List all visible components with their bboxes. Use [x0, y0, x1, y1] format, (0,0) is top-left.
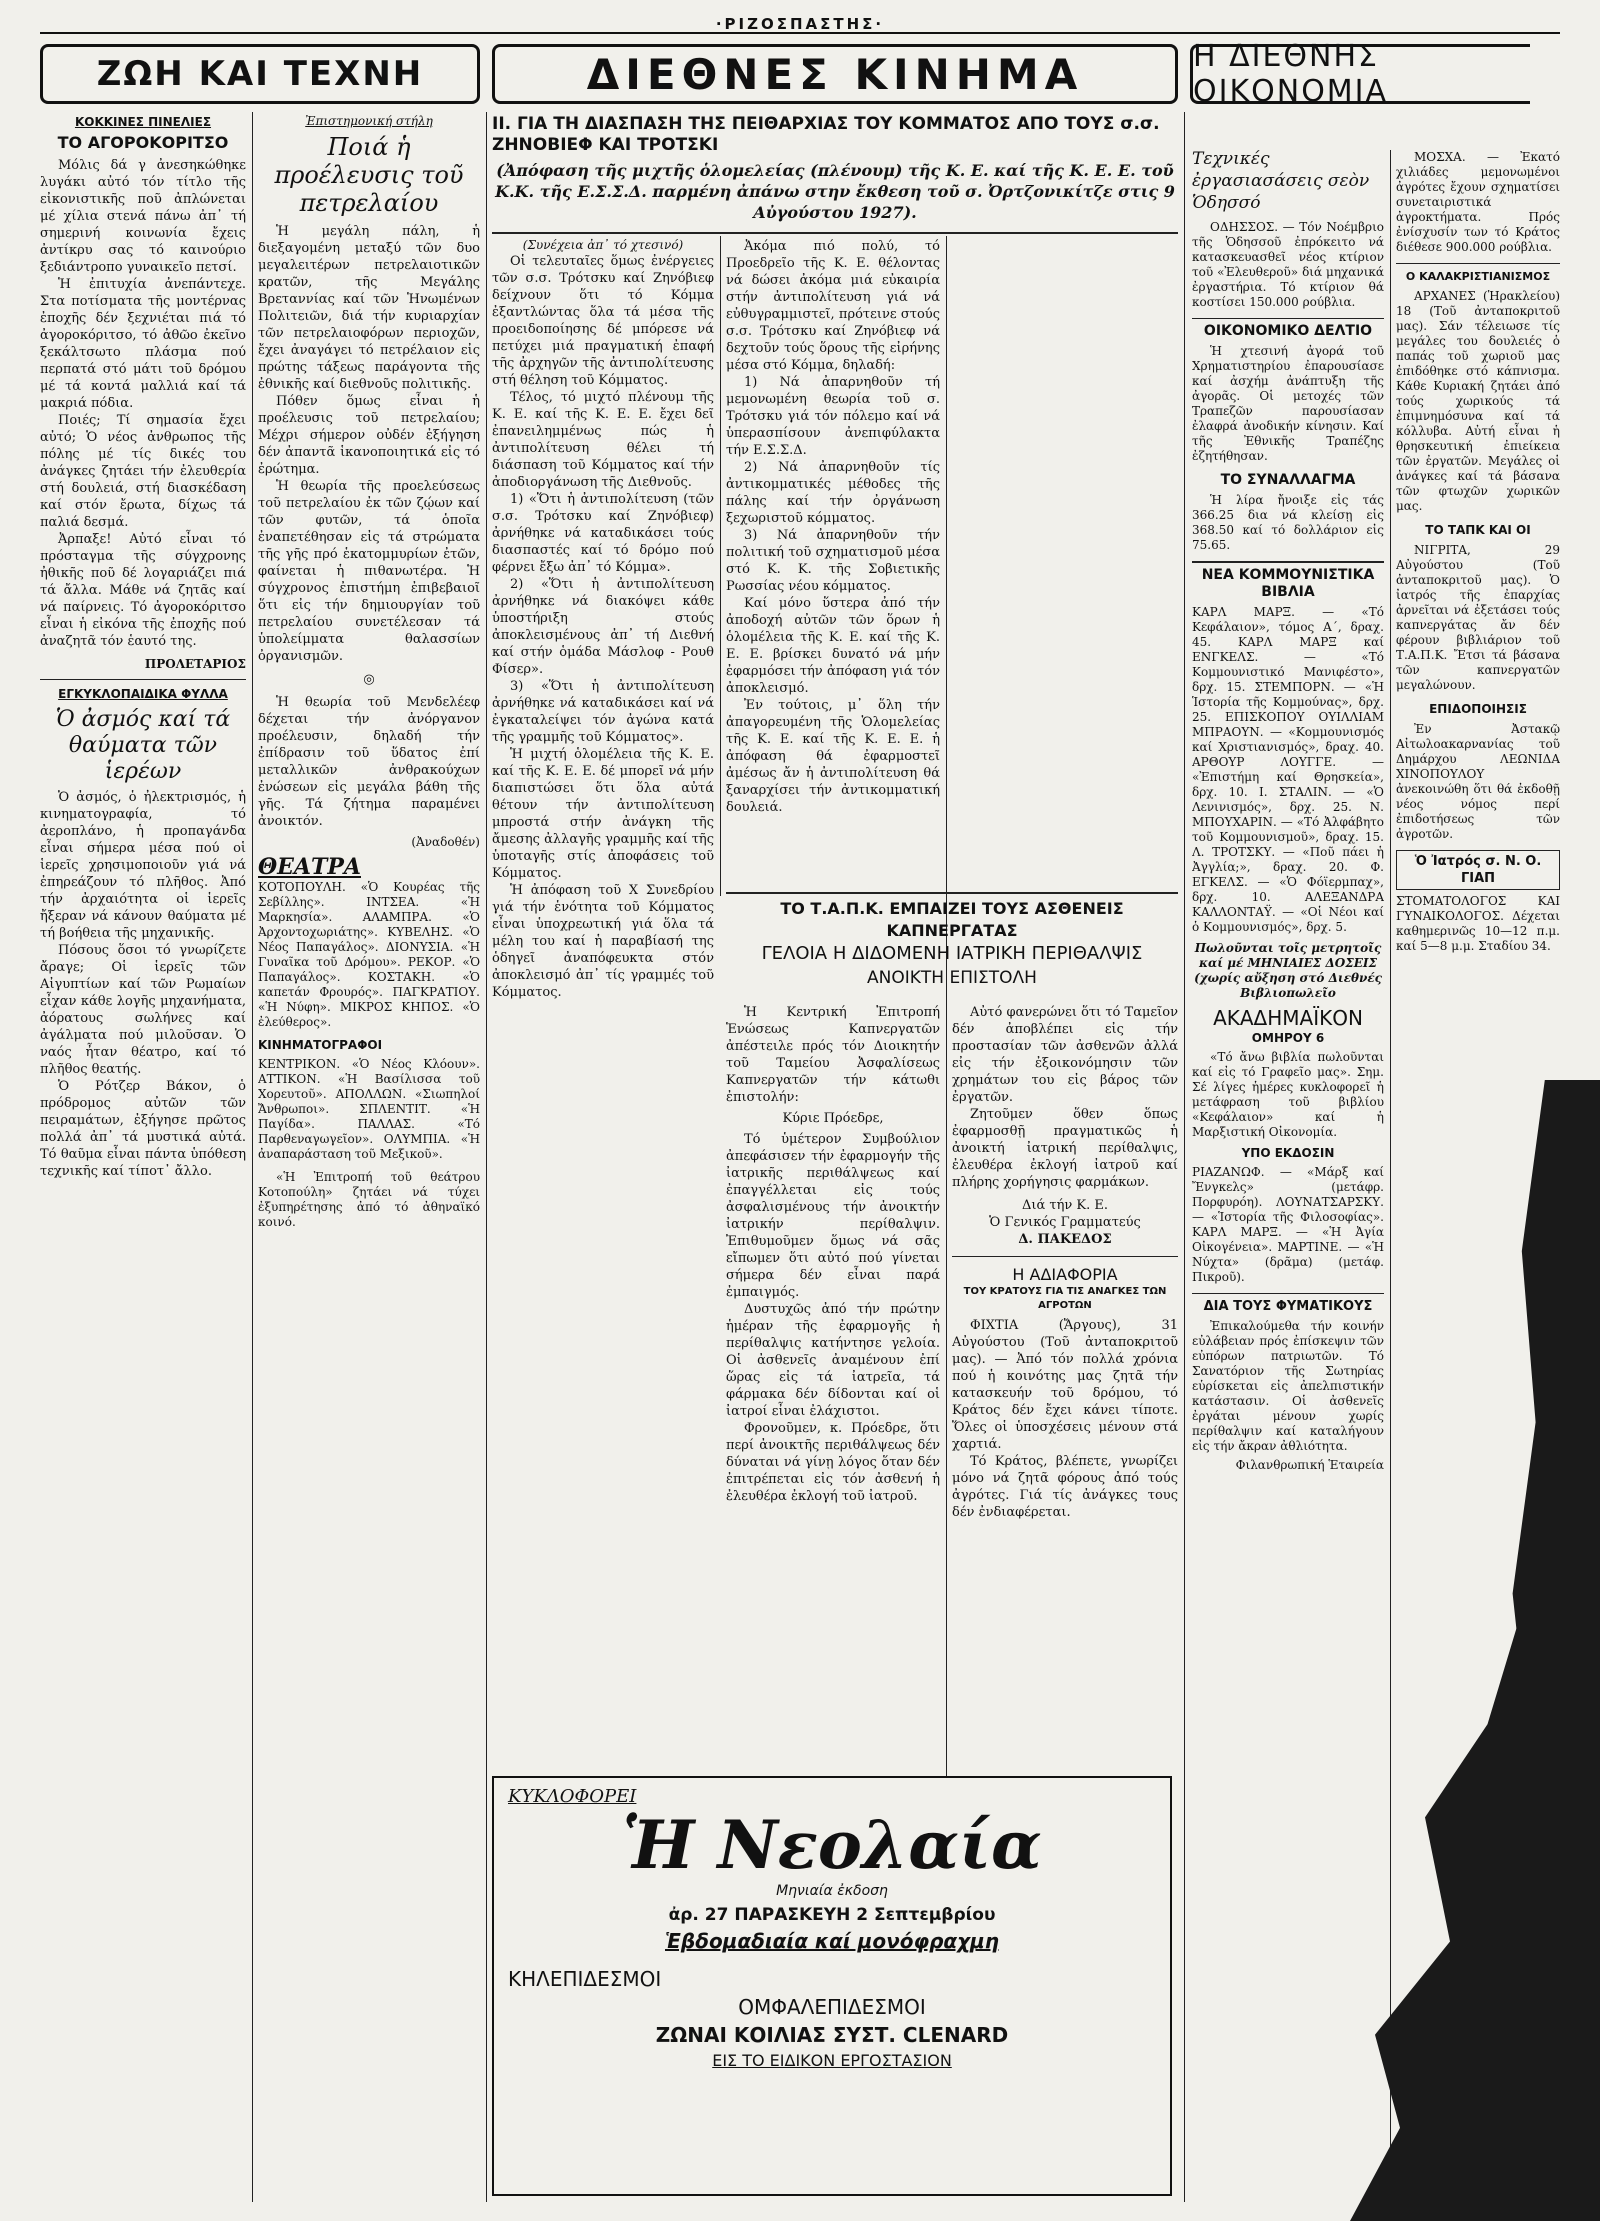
section-heading: ΕΠΙΔΟΠΟΙΗΣΙΣ — [1429, 702, 1527, 716]
masthead-title: ·ΡΙΖΟΣΠΑΣΤΗΣ· — [715, 15, 885, 33]
article-paragraph: ΑΡΧΑΝΕΣ (Ἡρακλείου) 18 (Τοῦ ἀνταποκριτοῦ μας). Σάν τέλειωσε τίς μεγάλες του δουλειές ὁ παπάς τοῦ χωριοῦ μας ἐπιδόθηκε στό κάπνισμα. Κάθε Κυριακή ζητάει ἀπό τούς χωρικούς τά ἐπιμνημόσυνα καί τά κόλλυβα. Αὐτή εἶναι ἡ θρησκευτική ἐπιείκεια τῶν ἐργατῶν. Μεγάλες οἱ ἀνάγκες καί τά βάσανα τῶν φτωχῶν χωρικῶν μας. — [1396, 289, 1560, 513]
section-heading: ΤΟ ΣΥΝΑΛΛΑΓΜΑ — [1220, 472, 1356, 488]
article-paragraph: Αὐτό φανερώνει ὅτι τό Ταμεῖον δέν ἀποβλέπει εἰς τήν προστασίαν τῶν ἀσθενῶν ἀλλά εἰς τήν ἐξοικονόμησιν τῶν χρημάτων του εἰς βάρος τῶν ἐργατῶν. — [952, 1005, 1178, 1105]
intl-headline-block — [492, 114, 1178, 232]
ad-line: ΟΜΦΑΛΕΠΙΔΕΣΜΟΙ — [738, 1995, 926, 2019]
article-paragraph: Ἡ χτεσινή ἀγορά τοῦ Χρηματιστηρίου ἐπαρουσίασε καί ἀσχήμ ἀνάπτυξη τῆς ἀγορᾶς. Οἱ μετοχές τῶν Τραπεζῶν παρουσίασαν ἐλαφρά ἀνοδικήν κίνησιν. Καί τῆς Ἐθνικῆς Τραπέζης ἐζητήθησαν. — [1192, 344, 1384, 463]
article-paragraph: Ἐν Ἀστακῷ Αἰτωλοακαρνανίας τοῦ Δημάρχου ΛΕΩΝΙΔΑ ΧΙΝΟΠΟΥΛΟΥ ἀνεκοινώθη ὅτι θά ἐκδοθῇ νέος νόμος περί ἐπιδοτήσεως τῶν ἀγροτῶν. — [1396, 722, 1560, 841]
column-rule — [486, 112, 487, 2202]
ad-line: ἀρ. 27 ΠΑΡΑΣΚΕΥΗ 2 Σεπτεμβρίου — [668, 1905, 996, 1925]
article-paragraph: Μόλις δά γ ἀνεσηκώθηκε λυγάκι αὐτό τόν τίτλο τῆς εἰκονιστικῆς ποῦ ἀπλώνεται μέ χίλια στενά πάνω ἀπ᾿ τή σημερινή κοινωνία ἔχεις ἀντίκρυ σας τό καινούριο ξεδιάντροπο γυναικεῖο πετσί. — [40, 158, 246, 275]
article-kicker: ΚΟΚΚΙΝΕΣ ΠΙΝΕΛΙΕΣ — [74, 115, 212, 129]
theatre-heading: ΘΕΑΤΡΑ — [258, 854, 361, 880]
article-paragraph: Ἡ Κεντρική Ἐπιτροπή Ἑνώσεως Καπνεργατῶν ἀπέστειλε πρός τόν Διοικητήν τοῦ Ταμείου Ἀσφαλίσεως Καπνεργατῶν τήν κάτωθι ἐπιστολήν: — [726, 1005, 940, 1105]
tapk-letter-label: ΑΝΟΙΚΤΗ ΕΠΙΣΤΟΛΗ — [867, 968, 1037, 988]
column-rule — [720, 236, 721, 896]
article-signature: ΠΡΟΛΕΤΑΡΙΟΣ — [144, 657, 246, 671]
ad-line: Ἑβδομαδιαία καί μονόφραχμη — [665, 1929, 999, 1953]
letter-signature-2: Ὁ Γενικός Γραμματεύς — [989, 1215, 1141, 1230]
separator-icon: ◎ — [363, 672, 375, 687]
intl-deck: (Ἀπόφαση τῆς μιχτῆς ὁλομελείας (πλένουμ) τῆς Κ. Ε. καί τῆς Κ. Ε. Ε. τοῦ Κ.Κ. τῆς Ε.Σ.Σ.Δ. παρμένη ἀπάνω στην ἔκθεση τοῦ σ. Ὀρτζονικίτζε στις 9 Αὐγούστου 1927). — [495, 161, 1175, 222]
article-paragraph: Ὁ Ρότζερ Βάκον, ὁ πρόδρομος αὐτῶν τῶν πειραμάτων, ἐξήγησε πρῶτος πολλά ἀπ᾿ τά μυστικά αὐτά. Τό θαῦμα εἶναι πάντα ὑπόθεση τεχνικῆς καί τίποτ᾿ ἄλλο. — [40, 1079, 246, 1179]
article-paragraph: Ἀρπαξε! Αὐτό εἶναι τό πρόσταγμα τῆς σύγχρονης ἠθικῆς ποῦ δέ λογαριάζει πιά τά ἄλλα. Μάθε νά ζητᾶς καί νά παίρνεις. Τό ἀγοροκόριτσο εἶναι ἡ εἰκόνα τῆς ἐποχῆς πού ἀναζητᾶ τόν ἑαυτό της. — [40, 532, 246, 649]
masthead — [40, 14, 1560, 34]
article-paragraph: ΜΟΣΧΑ. — Ἐκατό χιλιάδες μεμονωμένοι ἀγρότες ἔχουν σχηματίσει συνεταιριστικά ἀγροκτήματα. Πρός ἐνίσχυσίν των τό Κράτος διέθεσε 900.000 ρούβλια. — [1396, 150, 1560, 254]
ad-title: Ἡ Νεολαία — [622, 1806, 1042, 1884]
article-paragraph: Ἐπικαλούμεθα τήν κοινήν εὐλάβειαν πρός ἐπίσκεψιν τῶν εὐπόρων πατριωτῶν. Τό Σανατόριον τῆς Σωτηρίας εὑρίσκεται εἰς ἀπελπιστικήν κατάστασιν. Οἱ ἀσθενεῖς ἐργάται μένουν χωρίς περίθαλψιν καί καταλήγουν εἰς τήν ἄκραν ἀθλιότητα. — [1192, 1319, 1384, 1453]
bookshop-address: ΟΜΗΡΟΥ 6 — [1251, 1031, 1325, 1045]
section-arts-title: ΖΩΗ ΚΑΙ ΤΕΧΝΗ — [96, 54, 424, 94]
intl-headline: II. ΓΙΑ ΤΗ ΔΙΑΣΠΑΣΗ ΤΗΣ ΠΕΙΘΑΡΧΙΑΣ ΤΟΥ ΚΟΜΜΑΤΟΣ ΑΠΟ ΤΟΥΣ σ.σ. ΖΗΝΟΒΙΕΦ ΚΑΙ ΤΡΟΤΣΚΙ — [492, 114, 1160, 155]
article-paragraph: ΦΙΧΤΙΑ (Ἄργους), 31 Αὐγούστου (Τοῦ ἀνταποκριτοῦ μας). — Ἀπό τόν πολλά χρόνια πού ἡ κοινότης μας ζητᾶ τήν κατασκευήν τοῦ δρόμου, τό Κράτος δέν ἔχει κάνει τίποτε. Ὅλες οἱ ὑποσχέσεις μένουν στά χαρτιά. — [952, 1318, 1178, 1452]
ad-line: ΕΙΣ ΤΟ ΕΙΔΙΚΟΝ ΕΡΓΟΣΤΑΣΙΟΝ — [712, 2051, 952, 2070]
article-paragraph: ΟΔΗΣΣΟΣ. — Τόν Νοέμβριο τῆς Ὁδησσοῦ ἐπρόκειτο νά κατασκευασθεῖ νέος κτίριον τοῦ «Ἐλευθεροῦ» διά μηχανικά ἐργαστήρια. Τό κτίριον θά κοστίσει 150.000 ρούβλια. — [1192, 220, 1384, 309]
article-paragraph: Ὁ ἀσμός, ὁ ἠλεκτρισμός, ἡ κινηματογραφία, τό ἀεροπλάνο, ἡ προπαγάνδα εἶναι σήμερα μέσα πού οἱ ἱερεῖς χρησιμοποιοῦν γιά νά ἐπηρεάζουν τό πλῆθος. Ἀπό τήν ἀρχαιότητα οἱ ἱερεῖς ἤξεραν νά κάνουν θαύματα μέ τή βοήθεια τῆς μηχανικῆς. — [40, 790, 246, 941]
article-paragraph: Πόσους ὅσοι τό γνωρίζετε ἄραγε; Οἱ ἱερεῖς τῶν Αἰγυπτίων καί τῶν Ρωμαίων εἶχαν κάθε λογῆς μηχανήματα, ἀόρατους σωλήνες καί ἀγάλματα πού μιλοῦσαν. Ὁ ναός ἦταν θέατρο, καί τό πλῆθος θεατής. — [40, 943, 246, 1077]
article-kicker: ΕΓΚΥΚΛΟΠΑΙΔΙΚΑ ΦΥΛΛΑ — [58, 687, 228, 701]
article-paragraph: Φρονοῦμεν, κ. Πρόεδρε, ὅτι περί ἀνοικτῆς περιθάλψεως δέν δύναται νά γίνῃ λόγος ὅταν δέν ἐπιτρέπεται εἰς τόν ἀσθενή ἡ ἐλευθέρα ἐκλογή τοῦ ἰατροῦ. — [726, 1421, 940, 1504]
section-economy-header — [1190, 39, 1530, 109]
article-source: (Ἀναδοθέν) — [411, 835, 480, 849]
article-paragraph: Ἡ μιχτή ὁλομέλεια τῆς Κ. Ε. καί τῆς Κ. Ε. Ε. δέ μπορεῖ νά μήν διαπιστώσει ὅτι ὅλα αὐτά θέτουν τήν ἀντιπολίτευση μπροστά στήν ἀνάγκη τῆς ἄμεσης ἀλλαγῆς γραμμῆς καί τῆς ὑποταγῆς στίς ἀποφάσεις τοῦ Κόμματος. — [492, 747, 714, 881]
section-economy-title: Η ΔΙΕΘΝΗΣ ΟΙΚΟΝΟΜΙΑ — [1193, 39, 1389, 109]
letter-signature-1: Διά τήν Κ. Ε. — [1021, 1198, 1108, 1213]
column-rule — [1184, 112, 1185, 2202]
tapk-headline: ΤΟ Τ.Α.Π.Κ. ΕΜΠΑΙΖΕΙ ΤΟΥΣ ΑΣΘΕΝΕΙΣ ΚΑΠΝΕΡΓΑΤΑΣ — [780, 899, 1124, 940]
divider — [726, 892, 1178, 894]
column-rule — [1390, 150, 1391, 2200]
article-paragraph: 1) «Ὅτι ἡ ἀντιπολίτευση (τῶν σ.σ. Τρότσκυ καί Ζηνόβιεφ) ἀρνήθηκε νά καταδικάσει τούς διασπαστές καί τό δρόμο πού φέρνει ἔξω ἀπ᾿ τό Κόμμα». — [492, 492, 714, 575]
section-intl-header — [492, 44, 1178, 104]
article-paragraph: Ἡ ἐπιτυχία ἀνεπάντεχε. Στα ποτίσματα τῆς μοντέρνας ἐποχῆς δέν ξεχνιέται πιά τό ἀγοροκόριτσο, τό ἀθῶο ἐκεῖνο ξεκάλτσωτο πλάσμα πού περπατά στό μάτι τοῦ δρόμου μέ τά κοντά μαλλιά καί τά μακριά πόδια. — [40, 277, 246, 411]
article-paragraph: Ἀκόμα πιό πολύ, τό Προεδρεῖο τῆς Κ. Ε. θέλοντας νά δώσει ἀκόμα μιά εὐκαιρία στήν ἀντιπολίτευση γιά νά εὐθυγραμμιστεῖ, πρότεινε στούς σ.σ. Τρότσκυ καί Ζηνόβιεφ νά δεχτοῦν τούς ὅρους τῆς εἰρήνης μέσα στό Κόμμα, δηλαδή: — [726, 239, 940, 373]
article-paragraph: 2) Νά ἀπαρνηθοῦν τίς ἀντικομματικές μέθοδες τῆς πάλης καί τήν ὀργάνωση ξεχωριστοῦ κόμματος. — [726, 460, 940, 526]
column-rule — [946, 236, 947, 1776]
section-heading: Ο ΚΑΛΑΚΡΙΣΤΙΑΝΙΣΜΟΣ — [1396, 263, 1560, 285]
column-tapk-1 — [726, 1004, 940, 1770]
bookshop-name: ΑΚΑΔΗΜΑΪΚΟΝ — [1213, 1006, 1363, 1030]
article-paragraph: 3) «Ὅτι ἡ ἀντιπολίτευση ἀρνήθηκε νά καταδικάσει καί νά ἐγκαταλείψει τόν ἀγώνα κατά τῆς γραμμῆς τοῦ Κόμματος». — [492, 679, 714, 745]
theatre-listings: ΚΟΤΟΠΟΥΛΗ. «Ὁ Κουρέας τῆς Σεβίλλης». ΙΝΤΣΕΑ. «Ἡ Μαρκησία». ΑΛΑΜΠΡΑ. «Ὁ Ἀρχοντοχωριάτης». ΚΥΒΕΛΗΣ. «Ὁ Νέος Παπαγάλος». ΔΙΟΝΥΣΙΑ. «Ἡ Γυναῖκα τοῦ Δρόμου». ΡΕΚΟΡ. «Ὁ Παπαγάλος». ΚΟΣΤΑΚΗ. «Ὁ καπετάν Φρουρός». ΠΑΓΚΡΑΤΙΟΥ. «Ἡ Νύφη». ΜΙΚΡΟΣ ΚΗΠΟΣ. «Ὁ ἐλεύθερος». — [258, 880, 480, 1029]
section-heading: Ὁ Ἰατρός σ. Ν. Ο. ΓΙΑΠ — [1396, 850, 1560, 890]
article-paragraph: ΡΙΑΖΑΝΩΦ. — «Μάρξ καί Ἔνγκελς» (μετάφρ. Πορφυρόη). ΛΟΥΝΑΤΣΑΡΣΚΥ. — «Ἱστορία τῆς Φιλοσοφίας». ΚΑΡΛ ΜΑΡΞ. — «Ἡ Ἀγία Οἰκογένεια». ΜΑΡΤΙΝΕ. — «Ἡ Νύχτα» (δρᾶμα) (μετάφ. Πικροῦ). — [1192, 1165, 1384, 1284]
article-paragraph: Ἡ ἀπόφαση τοῦ Χ Συνεδρίου γιά τήν ἑνότητα τοῦ Κόμματος εἶναι ὑποχρεωτική γιά ὅλα τά μέλη του καί ἡ παραβίασή της ὁδηγεῖ ἀναπόφευκτα στόν ἀποκλεισμό ἀπ᾿ τίς γραμμές τοῦ Κόμματος. — [492, 883, 714, 1000]
ad-line: ΖΩΝΑΙ ΚΟΙΛΙΑΣ ΣΥΣΤ. CLENARD — [655, 2023, 1009, 2047]
article-paragraph: Ἐν τούτοις, μ᾿ ὅλη τήν ἀπαγορευμένη τῆς Ὁλομελείας τῆς Κ. Ε. καί τῆς Κ. Ε. Ε. ἡ ἀπόφαση θά ἐφαρμοστεῖ ἀμέσως ἄν ἡ ἀντιπολίτευση θά ξαναρχίσει τήν ἀντικομματική δουλειά. — [726, 698, 940, 815]
section-heading: ΔΙΑ ΤΟΥΣ ΦΥΜΑΤΙΚΟΥΣ — [1192, 1293, 1384, 1315]
cinema-heading: ΚΙΝΗΜΑΤΟΓΡΑΦΟΙ — [258, 1038, 383, 1052]
article-paragraph: Ποιές; Τί σημασία ἔχει αὐτό; Ὁ νέος ἀνθρωπος τῆς πόλης μέ τίς δικές του ἀνάγκες ζητάει τήν ἐλευθερία στή δουλειά, στή διασκέδαση καί στόν ἔρωτα, δίχως τά παλιά δεσμά. — [40, 413, 246, 530]
letter-signature-name: Δ. ΠΑΚΕΔΟΣ — [1018, 1232, 1112, 1247]
tapk-subheadline: ΓΕΛΟΙΑ Η ΔΙΔΟΜΕΝΗ ΙΑΤΡΙΚΗ ΠΕΡΙΘΑΛΨΙΣ — [761, 943, 1143, 964]
divider — [40, 679, 246, 680]
article-kicker: Ἐπιστημονική στήλη — [305, 114, 433, 128]
newspaper-advertisement — [492, 1776, 1172, 2196]
article-paragraph: ΝΙΓΡΙΤΑ, 29 Αὐγούστου (Τοῦ ἀνταποκριτοῦ μας). Ὁ ἰατρός τῆς ἐπαρχίας ἀρνεῖται νά ἐξετάσει τούς καπνεργάτας ἄν δέν φέρουν βιβλιάριον τοῦ Τ.Α.Π.Κ. Ἔτσι τά βάσανα τῶν καπνεργατῶν μεγαλώνουν. — [1396, 543, 1560, 692]
article-title: Ὁ ἀσμός καί τά θαύματα τῶν ἱερέων — [55, 707, 231, 784]
article-paragraph: Πόθεν ὅμως εἶναι ἡ προέλευσις τοῦ πετρελαίου; Μέχρι σήμερον οὐδέν ἐξήγηση δέν ἀπαντᾶ ἱκανοποιητικά εἰς τό ἐρώτημα. — [258, 394, 480, 477]
column-economy-1 — [1192, 114, 1384, 2204]
adiaforia-title: Η ΑΔΙΑΦΟΡΙΑ — [1012, 1265, 1118, 1284]
article-paragraph: Ἡ μεγάλη πάλη, ἡ διεξαγομένη μεταξύ τῶν δυο μεγαλειτέρων πετρελαιοτικῶν κρατῶν, τῆς Μεγάλης Βρεταννίας καί τῶν Ἡνωμένων Πολιτειῶν, διά τήν κυριαρχίαν τῶν πετρελαιοφόρων περιοχῶν, ἔχει ἀναγάγει τό πετρέλαιον εἰς πρώτης τάξεως παράγοντα τῆς ἐθνικῆς καί διεθνοῦς πολιτικῆς. — [258, 224, 480, 392]
article-title: Τεχνικές ἐργασιασάσεις σεὸν Ὁδησσό — [1192, 149, 1370, 213]
theatre-note: «Ἡ Ἐπιτροπή τοῦ θεάτρου Κοτοπούλη» ζητάει νά τύχει ἐξυπηρέτησης ἀπό τό ἀθηναϊκό κοινό. — [258, 1170, 480, 1229]
section-heading: ΝΕΑ ΚΟΜΜΟΥΝΙΣΤΙΚΑ ΒΙΒΛΙΑ — [1192, 561, 1384, 601]
column-arts-2 — [258, 114, 480, 2204]
column-rule — [252, 112, 253, 2202]
article-paragraph: Ἡ θεωρία τοῦ Μενδελέεφ δέχεται τήν ἀνόργανον προέλευσιν, δηλαδή τήν ἐπίδρασιν τοῦ ὕδατος ἐπί μεταλλικῶν ἀνθρακούχων ἐνώσεων εἰς μεγάλα βάθη τῆς γῆς. Τά ζήτημα παραμένει ἀνοικτόν. — [258, 695, 480, 829]
article-paragraph: 2) «Ὅτι ἡ ἀντιπολίτευση ἀρνήθηκε νά διακόψει κάθε ὑποστήριξη στούς ἀποκλεισμένους ἀπ᾿ τή Διεθνή καί στήν ὁμάδα Μάσλοφ - Ρουθ Φίσερ». — [492, 577, 714, 677]
section-heading: ΤΟ ΤΑΠΚ ΚΑΙ ΟΙ — [1425, 523, 1531, 537]
column-arts-1 — [40, 114, 246, 2204]
section-arts-header — [40, 44, 480, 104]
article-paragraph: Ἡ θεωρία τῆς προελεύσεως τοῦ πετρελαίου ἐκ τῶν ζῴων καί τῶν φυτῶν, τά ὁποῖα ἐναπετέθησαν εἰς τά στρώματα τῆς γῆς πρό ἑκατομμυρίων ἐτῶν, φαίνεται ἡ πιθανωτέρα. Ἡ σύγχρονος ἐπιστήμη ἐπιβεβαιοῖ ὅτι εἰς τήν δημιουργίαν τοῦ πετρελαίου συνετέλεσαν τά ὑπολείμματα θαλασσίων ὀργανισμῶν. — [258, 479, 480, 664]
column-tapk-2 — [952, 1004, 1178, 1770]
article-title: ΤΟ ΑΓΟΡΟΚΟΡΙΤΣΟ — [57, 133, 229, 152]
article-paragraph: Τό ὑμέτερον Συμβούλιον ἀπεφάσισεν τήν ἐφαρμογήν τῆς ἰατρικῆς περιθάλψεως καί ἐπαγγέλλεται εἰς τούς ἀσφαλισμένους τήν ἀνοικτήν ἰατρικήν περίθαλψιν. Ἐπιθυμοῦμεν ὅμως νά σᾶς εἴπωμεν ὅτι αὐτό πού γίνεται σήμερα δέν εἶναι παρά ἐμπαιγμός. — [726, 1132, 940, 1300]
section-intl-title: ΔΙΕΘΝΕΣ ΚΙΝΗΜΑ — [586, 49, 1084, 99]
article-paragraph: Τέλος, τό μιχτό πλένουμ τῆς Κ. Ε. καί τῆς Κ. Ε. Ε. ἔχει δεῖ ἐπανειλημμένως πώς ἡ ἀντιπολίτευση θέλει τή διάσπαση τοῦ Κόμματος καί τήν ἀποδιοργάνωση τῆς Διεθνοῦς. — [492, 390, 714, 490]
column-intl-2 — [726, 238, 940, 888]
article-paragraph: Πωλοῦνται τοῖς μετρητοῖς καί μέ ΜΗΝΙΑΙΕΣ ΔΟΣΕΙΣ (χωρίς αὔξηση στό Διεθνές Βιβλιοπωλεῖο — [1194, 941, 1382, 1000]
divider — [952, 1256, 1178, 1257]
tapk-headline-block — [726, 898, 1178, 1002]
cinema-listings: ΚΕΝΤΡΙΚΟΝ. «Ὁ Νέος Κλόουν». ΑΤΤΙΚΟΝ. «Ἡ Βασίλισσα τοῦ Χορευτοῦ». ΑΠΟΛΛΩΝ. «Σιωπηλοί Ἄνθρωποι». ΣΠΛΕΝΤΙΤ. «Ἡ Παγίδα». ΠΑΛΛΑΣ. «Τό Παρθεναγωγεῖον». ΟΛΥΜΠΙΑ. «Ἡ ἀναπαράσταση τοῦ Μεξικοῦ». — [258, 1057, 480, 1161]
book-list: ΚΑΡΛ ΜΑΡΞ. — «Τό Κεφάλαιον», τόμος Α΄, δραχ. 45. ΚΑΡΛ ΜΑΡΞ καί ΕΝΓΚΕΛΣ. — «Τό Κομμουνιστικό Μανιφέστο», δρχ. 15. ΣΤΕΜΠΟΡΝ. — «Ἡ Ἱστορία τῆς Κομμούνας», δρχ. 25. ΕΠΙΣΚΟΠΟΥ ΟΥΙΛΛΙΑΜ ΜΠΡΑΟΥΝ. — «Κομμουνισμός καί Χριστιανισμός», δραχ. 40. ΑΡΘΟΥΡ ΛΟΥΓΓΕ. — «Ἐπιστήμη καί Θρησκεία», δρχ. 10. Ι. ΣΤΑΛΙΝ. — «Ὁ Λενινισμός», δρχ. 25. Ν. ΜΠΟΥΧΑΡΙΝ. — «Τό Ἀλφάβητο τοῦ Κομμουνισμοῦ», δραχ. 15. Λ. ΤΡΟΤΣΚΥ. — «Ποῦ πάει ἡ Ἀγγλία;», δραχ. 20. Φ. ΕΓΚΕΛΣ. — «Ὁ Φόϊερμπαχ», δρχ. 10. ΑΛΕΞΑΝΔΡΑ ΚΑΛΛΟΝΤΑΫ. — «Οἱ Νέοι καί ὁ Κομμουνισμός», δρχ. 5. — [1192, 605, 1384, 934]
article-title: Ποιά ἡ προέλευσις τοῦ πετρελαίου — [274, 133, 464, 217]
article-paragraph: 3) Νά ἀπαρνηθοῦν τήν πολιτική τοῦ σχηματισμοῦ μέσα στό Κ. Κ. τῆς Σοβιετικῆς Ρωσσίας νέου κόμματος. — [726, 528, 940, 594]
article-paragraph: 1) Νά ἀπαρνηθοῦν τή μεμονωμένη θεωρία τοῦ σ. Τρότσκυ γιά τόν πόλεμο καί νά ὑπερασπίσουν ἀνεπιφύλακτα τήν Ε.Σ.Σ.Δ. — [726, 375, 940, 458]
article-paragraph: Ζητοῦμεν ὅθεν ὅπως ἐφαρμοσθῇ πραγματικῶς ἡ ἀνοικτή ἰατρική περίθαλψις, ἐλευθέρα ἐκλογή ἰατροῦ καί πλήρης χορήγησις φαρμάκων. — [952, 1107, 1178, 1190]
article-paragraph: Δυστυχῶς ἀπό τήν πρώτην ἡμέραν τῆς ἐφαρμογῆς ἡ περίθαλψις κατήντησε γελοία. Οἱ ἀσθενεῖς ἀναμένουν ἐπί ὥρας εἰς τά ἰατρεῖα, τά φάρμακα δέν δίδονται καί οἱ ἰατροί εἶναι ἐλάχιστοι. — [726, 1302, 940, 1419]
article-paragraph: Τό Κράτος, βλέπετε, γνωρίζει μόνο νά ζητᾶ φόρους ἀπό τούς ἀγρότες. Γιά τίς ἀνάγκες τους δέν ἐνδιαφέρεται. — [952, 1454, 1178, 1520]
ad-kicker: ΚΥΚΛΟΦΟΡΕΙ — [508, 1786, 637, 1807]
letter-greeting: Κύριε Πρόεδρε, — [782, 1111, 884, 1126]
article-signature: Φιλανθρωπική Ἑταιρεία — [1235, 1458, 1384, 1472]
divider — [492, 232, 1178, 234]
section-heading: ΟΙΚΟΝΟΜΙΚΟ ΔΕΛΤΙΟ — [1192, 318, 1384, 340]
continuation-note: (Συνέχεια ἀπ᾿ τό χτεσινό) — [522, 238, 684, 252]
column-intl-1 — [492, 238, 714, 1768]
article-paragraph: Ἡ λίρα ἤνοιξε εἰς τάς 366.25 δια νά κλείσῃ εἰς 368.50 καί τό δολλάριον εἰς 75.65. — [1192, 493, 1384, 552]
section-heading: ΥΠΟ ΕΚΔΟΣΙΝ — [1241, 1146, 1335, 1160]
article-paragraph: Καί μόνο ὕστερα ἀπό τήν ἀποδοχή αὐτῶν τῶν ὅρων ἡ ὁλομέλεια τῆς Κ. Ε. καί τῆς Κ. Ε. Ε. βρίσκει δυνατό νά μήν ἐφαρμόσει τήν ἀπόφαση γιά τόν ἀποκλεισμό. — [726, 596, 940, 696]
ad-line: Μηνιαία ἐκδοση — [776, 1883, 888, 1899]
ad-line: ΚΗΛΕΠΙΔΕΣΜΟΙ — [508, 1967, 662, 1991]
article-paragraph: «Τό ἄνω βιβλία πωλοῦνται καί εἰς τό Γραφεῖο μας». Σημ. Σέ λίγες ἡμέρες κυκλοφορεῖ ἡ μετάφραση τοῦ βιβλίου «Κεφάλαιον» καί ἡ Μαρξιστική Οἰκονομία. — [1192, 1050, 1384, 1139]
article-paragraph: Οἱ τελευταῖες ὅμως ἐνέργειες τῶν σ.σ. Τρότσκυ καί Ζηνόβιεφ δείχνουν ὅτι τό Κόμμα ἐξαντλώντας ὅλα τά μέσα τῆς προειδοποίησης δέ μπόρεσε νά πετύχει μιά πραγματική ἐπαφή τῆς ἀρχηγῶν τῆς ἀντιπολίτευσης στή θέληση τοῦ Κόμματος. — [492, 254, 714, 388]
article-paragraph: ΣΤΟΜΑΤΟΛΟΓΟΣ ΚΑΙ ΓΥΝΑΙΚΟΛΟΓΟΣ. Δέχεται καθημερινῶς 10—12 π.μ. καί 5—8 μ.μ. Σταδίου 34. — [1396, 894, 1560, 953]
adiaforia-subtitle: ΤΟΥ ΚΡΑΤΟΥΣ ΓΙΑ ΤΙΣ ΑΝΑΓΚΕΣ ΤΩΝ ΑΓΡΟΤΩΝ — [963, 1286, 1167, 1311]
